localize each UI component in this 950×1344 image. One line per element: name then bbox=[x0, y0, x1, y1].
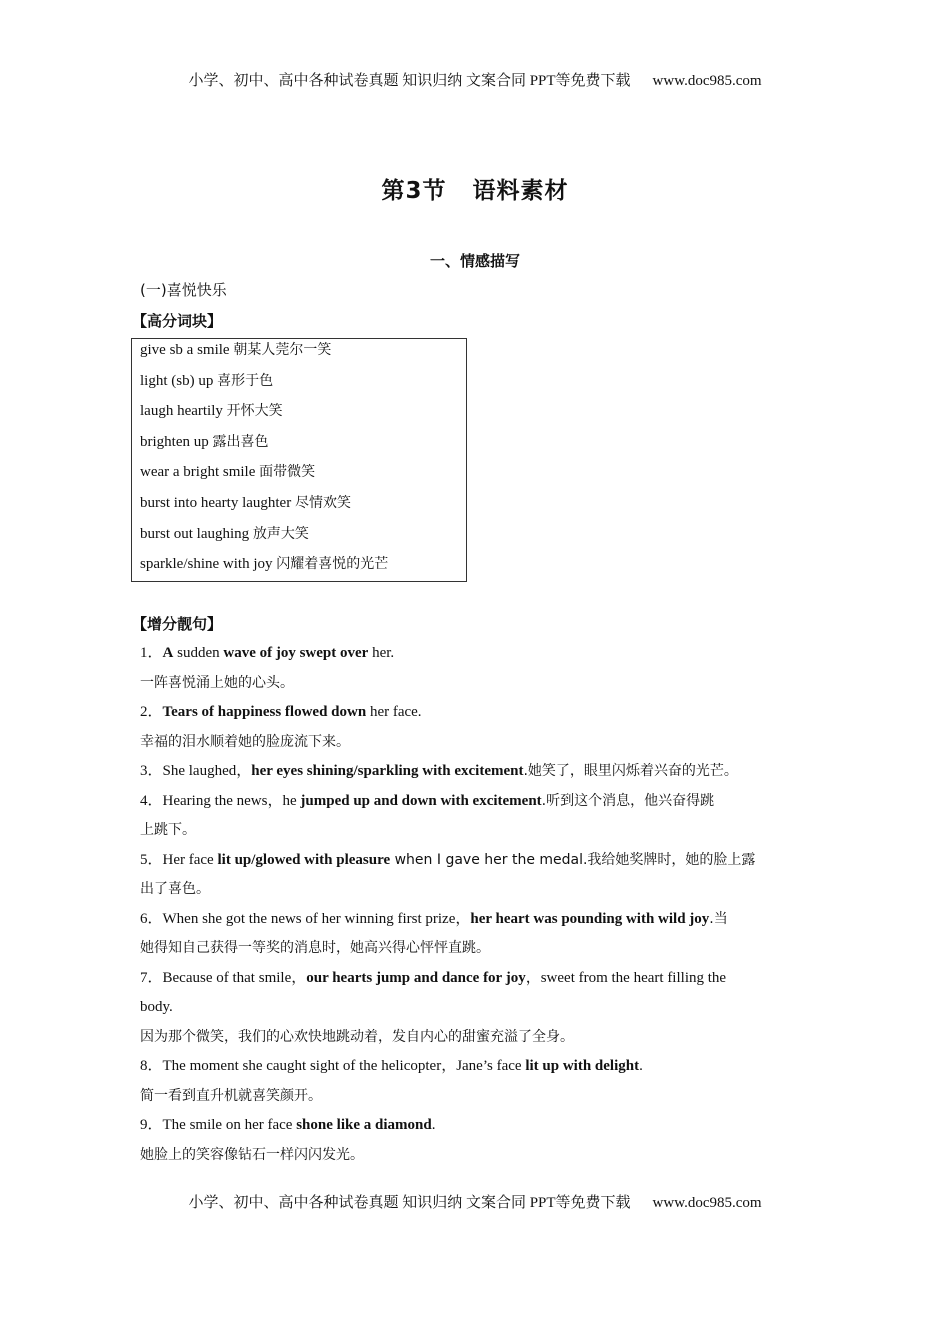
sentences-label: 【增分靓句】 bbox=[132, 615, 223, 633]
sentence-5-cont: 出了喜色。 bbox=[140, 881, 210, 897]
page-header bbox=[0, 69, 950, 90]
sentence-3: 3．She laughed，her eyes shining/sparkling with excitement.她笑了，眼里闪烁着兴奋的光芒。 bbox=[140, 763, 738, 779]
footer-text: 小学、初中、高中各种试卷真题 知识归纳 文案合同 PPT等免费下载 bbox=[188, 1195, 631, 1211]
sentence-8-translation: 简一看到直升机就喜笑颜开。 bbox=[140, 1087, 322, 1104]
vocab-box bbox=[131, 338, 467, 582]
sentence-9: 9．The smile on her face shone like a diamond. bbox=[140, 1117, 436, 1133]
vocab-label: 【高分词块】 bbox=[132, 312, 223, 330]
sentence-9-translation: 她脸上的笑容像钻石一样闪闪发光。 bbox=[140, 1146, 364, 1163]
sentence-8: 8．The moment she caught sight of the helicopter，Jane’s face lit up with delight. bbox=[140, 1058, 643, 1074]
sentence-4-cont: 上跳下。 bbox=[140, 822, 196, 838]
sentence-5: 5．Her face lit up/glowed with pleasure when I gave her the medal.我给她奖牌时，她的脸上露 bbox=[140, 851, 756, 868]
sentence-2: 2．Tears of happiness flowed down her face. bbox=[140, 704, 422, 720]
sentence-7-translation: 因为那个微笑，我们的心欢快地跳动着，发自内心的甜蜜充溢了全身。 bbox=[140, 1028, 574, 1045]
page-footer bbox=[0, 1191, 950, 1212]
title-topic: 语料素材 bbox=[472, 178, 569, 204]
vocab-item: brighten up 露出喜色 bbox=[140, 433, 269, 450]
vocab-item: sparkle/shine with joy 闪耀着喜悦的光芒 bbox=[140, 556, 389, 573]
sentence-1-translation: 一阵喜悦涌上她的心头。 bbox=[140, 674, 294, 691]
header-text: 小学、初中、高中各种试卷真题 知识归纳 文案合同 PPT等免费下载 bbox=[188, 73, 631, 89]
sentence-4: 4．Hearing the news，he jumped up and down with excitement.听到这个消息，他兴奋得跳 bbox=[140, 792, 715, 809]
vocab-item: burst into hearty laughter 尽情欢笑 bbox=[140, 494, 351, 511]
sentence-1: 1．A sudden wave of joy swept over her. bbox=[140, 645, 395, 661]
sentence-6: 6．When she got the news of her winning first prize，her heart was pounding with wild joy.当 bbox=[140, 910, 728, 927]
sentence-2-translation: 幸福的泪水顺着她的脸庞流下来。 bbox=[140, 733, 350, 750]
sentence-7-cont: body. bbox=[140, 999, 173, 1015]
subsection-heading: (一)喜悦快乐 bbox=[140, 281, 227, 299]
vocab-item: light (sb) up 喜形于色 bbox=[140, 372, 274, 389]
vocab-item: laugh heartily 开怀大笑 bbox=[140, 403, 283, 420]
vocab-item: wear a bright smile 面带微笑 bbox=[140, 464, 316, 481]
vocab-item: burst out laughing 放声大笑 bbox=[140, 525, 309, 542]
sentence-list bbox=[140, 642, 820, 1173]
vocab-item: give sb a smile 朝某人莞尔一笑 bbox=[140, 342, 332, 358]
footer-site: www.doc985.com bbox=[652, 1195, 762, 1211]
page-title bbox=[0, 172, 950, 205]
title-chapter: 第3节 bbox=[381, 178, 447, 204]
sentence-6-cont: 她得知自己获得一等奖的消息时，她高兴得心怦怦直跳。 bbox=[140, 940, 490, 956]
header-site: www.doc985.com bbox=[652, 73, 762, 89]
sentence-7: 7．Because of that smile，our hearts jump and dance for joy，sweet from the heart filling the bbox=[140, 969, 727, 986]
section-heading: 一、情感描写 bbox=[429, 252, 520, 270]
